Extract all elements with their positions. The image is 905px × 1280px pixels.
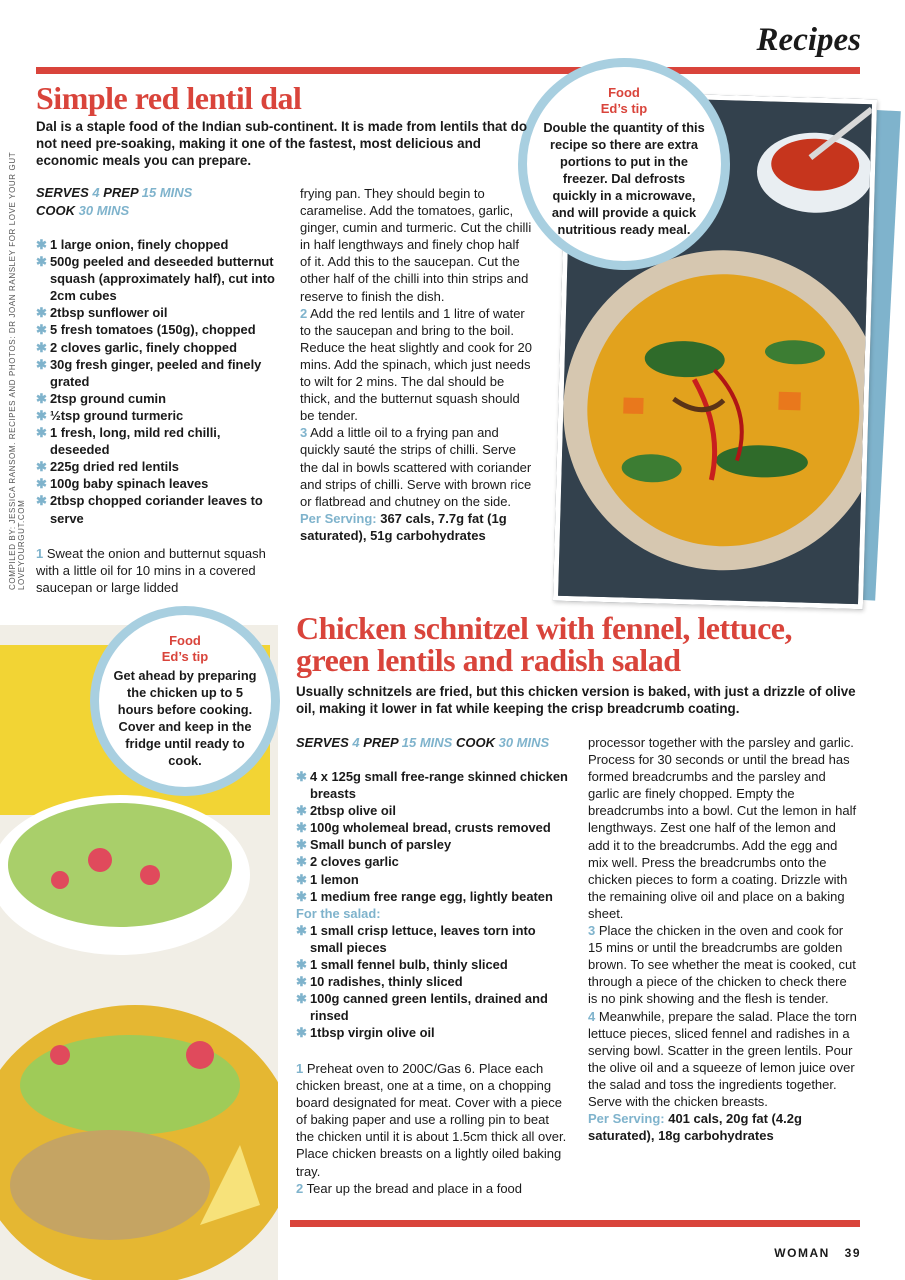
list-item: ✱ 100g baby spinach leaves: [36, 476, 209, 492]
asterisk-icon: ✱: [296, 854, 307, 870]
tip-body: Double the quantity of this recipe so there are extra portions to put in the freezer. Dal defrosts quickly in a microwave, and will provide a quick nutritious ready meal.: [543, 120, 705, 237]
asterisk-icon: ✱: [36, 425, 47, 441]
top-rule: [36, 67, 860, 74]
chicken-ingredient-list: [296, 768, 568, 1042]
asterisk-icon: ✱: [296, 991, 307, 1007]
chicken-food-eds-tip: [90, 606, 280, 796]
list-item: ✱ 1 small crisp lettuce, leaves torn into small pieces: [296, 922, 536, 955]
asterisk-icon: ✱: [296, 769, 307, 784]
list-item: ✱ 2tbsp chopped coriander leaves to serve: [36, 493, 263, 526]
dal-serves-prep-cook: SERVES 4 PREP 15 MINS COOK 30 MINS: [36, 185, 193, 218]
dal-method-part-1: 1 Sweat the onion and butternut squash with a little oil for 10 mins in a covered saucepan or large lidded: [36, 546, 266, 596]
dal-ingredient-list: [36, 236, 276, 527]
asterisk-icon: ✱: [36, 322, 47, 338]
dal-title: Simple red lentil dal: [36, 80, 302, 116]
asterisk-icon: ✱: [36, 390, 47, 406]
tip-title: Food: [608, 85, 640, 100]
list-item: ✱ 2tsp ground cumin: [36, 390, 167, 406]
list-item: ✱ 1 large onion, finely chopped: [36, 237, 229, 252]
tip-title: Food: [169, 633, 201, 648]
list-item: ✱ 2tbsp olive oil: [296, 803, 396, 819]
dal-food-eds-tip: [518, 58, 730, 270]
asterisk-icon: ✱: [296, 922, 307, 938]
photo-credit: COMPILED BY: JESSICA RANSOM. RECIPES AND PHOTOS: DR JOAN RANSLEY FOR LOVE YOUR GUT LOVEYOURGUT.COM: [8, 151, 26, 590]
list-item: ✱ 100g wholemeal bread, crusts removed: [296, 820, 551, 836]
asterisk-icon: ✱: [296, 803, 307, 819]
asterisk-icon: ✱: [296, 974, 307, 990]
list-item: ✱ 500g peeled and deseeded butternut squash (approximately half), cut into 2cm cubes: [36, 254, 275, 304]
asterisk-icon: ✱: [36, 493, 47, 509]
asterisk-icon: ✱: [36, 305, 47, 321]
list-item: ✱ 225g dried red lentils: [36, 459, 179, 475]
asterisk-icon: ✱: [296, 957, 307, 973]
asterisk-icon: ✱: [296, 1025, 307, 1041]
list-item: ✱ 1tbsp virgin olive oil: [296, 1025, 435, 1041]
chicken-method-part-1: 1 Preheat oven to 200C/Gas 6. Place each chicken breast, one at a time, on a chopping board designated for meat. Cover with a piece of baking paper and use a rolling pin to beat the chicken until it is about 1.5cm thick all over. Place chicken breasts on a lightly oiled baking tray. 2 Tear up the bread and place in a food: [296, 1061, 567, 1196]
tip-subtitle: Ed’s tip: [161, 649, 209, 664]
chicken-serves-prep-cook: SERVES 4 PREP 15 MINS COOK 30 MINS: [296, 735, 550, 750]
list-item: ✱ Small bunch of parsley: [296, 837, 452, 853]
list-item: ✱ 30g fresh ginger, peeled and finely grated: [36, 356, 262, 389]
page-footer: [774, 1246, 861, 1260]
list-item: ✱ 10 radishes, thinly sliced: [296, 974, 463, 990]
asterisk-icon: ✱: [36, 476, 47, 492]
list-item: ✱ 1 lemon: [296, 871, 359, 887]
section-header: Recipes: [756, 22, 861, 58]
asterisk-icon: ✱: [296, 837, 307, 853]
asterisk-icon: ✱: [36, 339, 47, 355]
tip-body: Get ahead by preparing the chicken up to 5 hours before cooking. Cover and keep in the fridge until ready to cook.: [113, 668, 257, 768]
chicken-title: Chicken schnitzel with fennel, lettuce, green lentils and radish salad: [296, 610, 792, 678]
asterisk-icon: ✱: [296, 820, 307, 836]
chicken-intro: Usually schnitzels are fried, but this chicken version is baked, with just a drizzle of olive oil, making it lower in fat while keeping the crisp breadcrumb coating.: [296, 684, 856, 716]
chicken-method-part-2: processor together with the parsley and garlic. Process for 30 seconds or until the bread has formed breadcrumbs and the parsley and garlic are finely chopped. Empty the breadcrumbs into a bowl. Cut the lemon in half lengthways. Zest one half of the lemon and add it to the breadcrumbs. Add the egg and mix well. Press the breadcrumbs onto the chicken pieces to form a coating. Drizzle with the remaining olive oil and place on a baking sheet. 3 Place the chicken in the oven and cook for 15 mins or until the breadcrumbs are golden brown. To see whether the meat is cooked, cut through a piece of the chicken to check there is no pink showing and the flesh is tender. 4 Meanwhile, prepare the salad. Place the torn lettuce pieces, sliced fennel and radishes in a serving bowl. Scatter in the green lentils. Pour the olive oil and a squeeze of lemon juice over the salad and toss the ingredients together. Serve with the chicken breasts. Per Serving: 401 cals, 20g fat (4.2g saturated), 18g carbohydrates: [588, 735, 857, 1144]
list-item: ✱ 4 x 125g small free-range skinned chicken breasts: [296, 769, 568, 802]
salad-subheading: For the salad:: [296, 905, 381, 921]
list-item: ✱ 1 small fennel bulb, thinly sliced: [296, 957, 508, 973]
dal-method-part-2: frying pan. They should begin to caramelise. Add the tomatoes, garlic, ginger, cumin and turmeric. Cut the chilli in half lengthways and finely chop half of it. Add this to the saucepan. Cut the other half of the chilli into thin strips and reserve to finish the dish. 2 Add the red lentils and 1 litre of water to the saucepan and bring to the boil. Reduce the heat slightly and cook for 20 mins. Add the spinach, which just needs to wilt for 2 mins. The dal should be thick, and the butternut squash should be tender. 3 Add a little oil to a frying pan and quickly sauté the strips of chilli. Serve the dal in bowls scattered with coriander and strips of chilli. Serve with brown rice or flatbread and chutney on the side. Per Serving: 367 cals, 7.7g fat (1g saturated), 51g carbohydrates: [300, 186, 532, 543]
list-item: ✱ 1 fresh, long, mild red chilli, deseeded: [36, 425, 221, 458]
page-number: 39: [844, 1246, 861, 1260]
asterisk-icon: ✱: [36, 459, 47, 475]
asterisk-icon: ✱: [36, 237, 47, 252]
list-item: ✱ 100g canned green lentils, drained and rinsed: [296, 991, 548, 1024]
asterisk-icon: ✱: [36, 254, 47, 270]
list-item: ✱ 1 medium free range egg, lightly beaten: [296, 888, 553, 904]
bottom-rule: [290, 1220, 860, 1227]
dal-intro: Dal is a staple food of the Indian sub-continent. It is made from lentils that do not need pre-soaking, making it one of the fastest, most delicious and economic meals you can prepare.: [36, 119, 528, 168]
tip-subtitle: Ed’s tip: [600, 101, 648, 116]
asterisk-icon: ✱: [296, 871, 307, 887]
asterisk-icon: ✱: [36, 356, 47, 372]
list-item: ✱ ½tsp ground turmeric: [36, 407, 184, 423]
magazine-name: WOMAN: [774, 1246, 830, 1260]
list-item: ✱ 2 cloves garlic: [296, 854, 399, 870]
list-item: ✱ 2 cloves garlic, finely chopped: [36, 339, 237, 355]
asterisk-icon: ✱: [36, 407, 47, 423]
asterisk-icon: ✱: [296, 888, 307, 904]
list-item: ✱ 2tbsp sunflower oil: [36, 305, 168, 321]
list-item: ✱ 5 fresh tomatoes (150g), chopped: [36, 322, 256, 338]
